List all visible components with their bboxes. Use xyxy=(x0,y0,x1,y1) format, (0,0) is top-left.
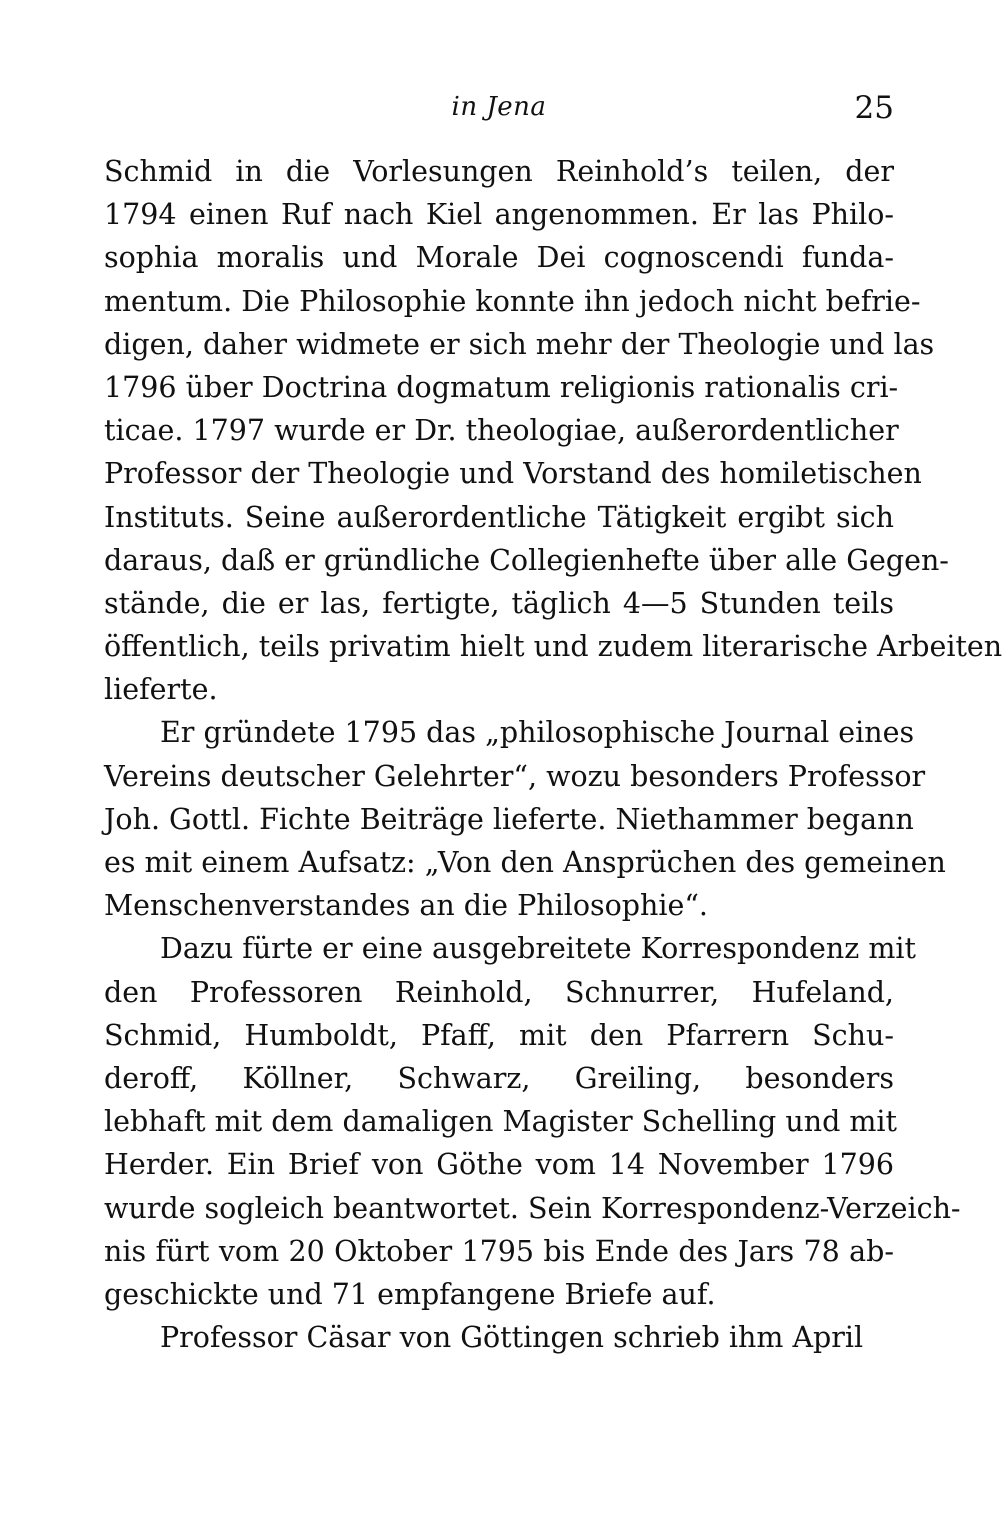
text-line: öffentlich, teils privatim hielt und zudem literarische Arbeiten xyxy=(104,630,1002,664)
text-line: mentum. Die Philosophie konnte ihn jedoch nicht befrie- xyxy=(104,284,921,318)
paragraph xyxy=(104,1316,894,1359)
text-line: Professor Cäsar von Göttingen schrieb ihm April xyxy=(160,1321,864,1355)
running-title: in Jena xyxy=(451,92,547,122)
text-line: Professor der Theologie und Vorstand des homiletischen xyxy=(104,457,922,491)
text-line: lieferte. xyxy=(104,673,218,707)
text-line: Dazu fürte er eine ausgebreitete Korrespondenz mit xyxy=(160,932,916,966)
text-line: lebhaft mit dem damaligen Magister Schelling und mit xyxy=(104,1105,897,1139)
text-line: den Professoren Reinhold, Schnurrer, Hufeland, xyxy=(104,975,894,1009)
text-line: 1796 über Doctrina dogmatum religionis rationalis cri- xyxy=(104,370,899,404)
text-line: Instituts. Seine außerordentliche Tätigkeit ergibt sich xyxy=(104,500,894,534)
text-line: Er gründete 1795 das „philosophische Journal eines xyxy=(160,716,915,750)
text-line: Herder. Ein Brief von Göthe vom 14 November 1796 xyxy=(104,1148,894,1182)
text-line: Vereins deutscher Gelehrter“, wozu besonders Professor xyxy=(104,759,926,793)
running-head xyxy=(104,92,894,132)
page-number: 25 xyxy=(854,90,894,126)
text-line: Schmid, Humboldt, Pfaff, mit den Pfarrern Schu- xyxy=(104,1018,894,1052)
text-line: Joh. Gottl. Fichte Beiträge lieferte. Niethammer begann xyxy=(104,802,914,836)
text-line: es mit einem Aufsatz: „Von den Ansprüchen des gemeinen xyxy=(104,846,946,879)
text-line: 1794 einen Ruf nach Kiel angenommen. Er las Philo- xyxy=(104,198,894,232)
text-line: geschickte und 71 empfangene Briefe auf. xyxy=(104,1277,716,1311)
text-line: sophia moralis und Morale Dei cognoscendi funda- xyxy=(104,241,894,275)
paragraph xyxy=(104,927,961,1316)
paragraph xyxy=(104,150,1002,711)
text-line: deroff, Köllner, Schwarz, Greiling, besonders xyxy=(104,1061,894,1095)
text-line: stände, die er las, fertigte, täglich 4—5 Stunden teils xyxy=(104,586,894,620)
text-line: Menschenverstandes an die Philosophie“. xyxy=(104,889,708,923)
text-line: digen, daher widmete er sich mehr der Theologie und las xyxy=(104,327,935,361)
body-text xyxy=(104,150,1002,1359)
text-line: wurde sogleich beantwortet. Sein Korrespondenz-Verzeich- xyxy=(104,1191,961,1225)
text-line: nis fürt vom 20 Oktober 1795 bis Ende des Jars 78 ab- xyxy=(104,1234,894,1268)
text-line: daraus, daß er gründliche Collegienhefte über alle Gegen- xyxy=(104,543,949,577)
text-line: ticae. 1797 wurde er Dr. theologiae, außerordentlicher xyxy=(104,414,899,448)
text-line: Schmid in die Vorlesungen Reinhold’s teilen, der xyxy=(104,155,894,188)
paragraph xyxy=(104,711,946,927)
